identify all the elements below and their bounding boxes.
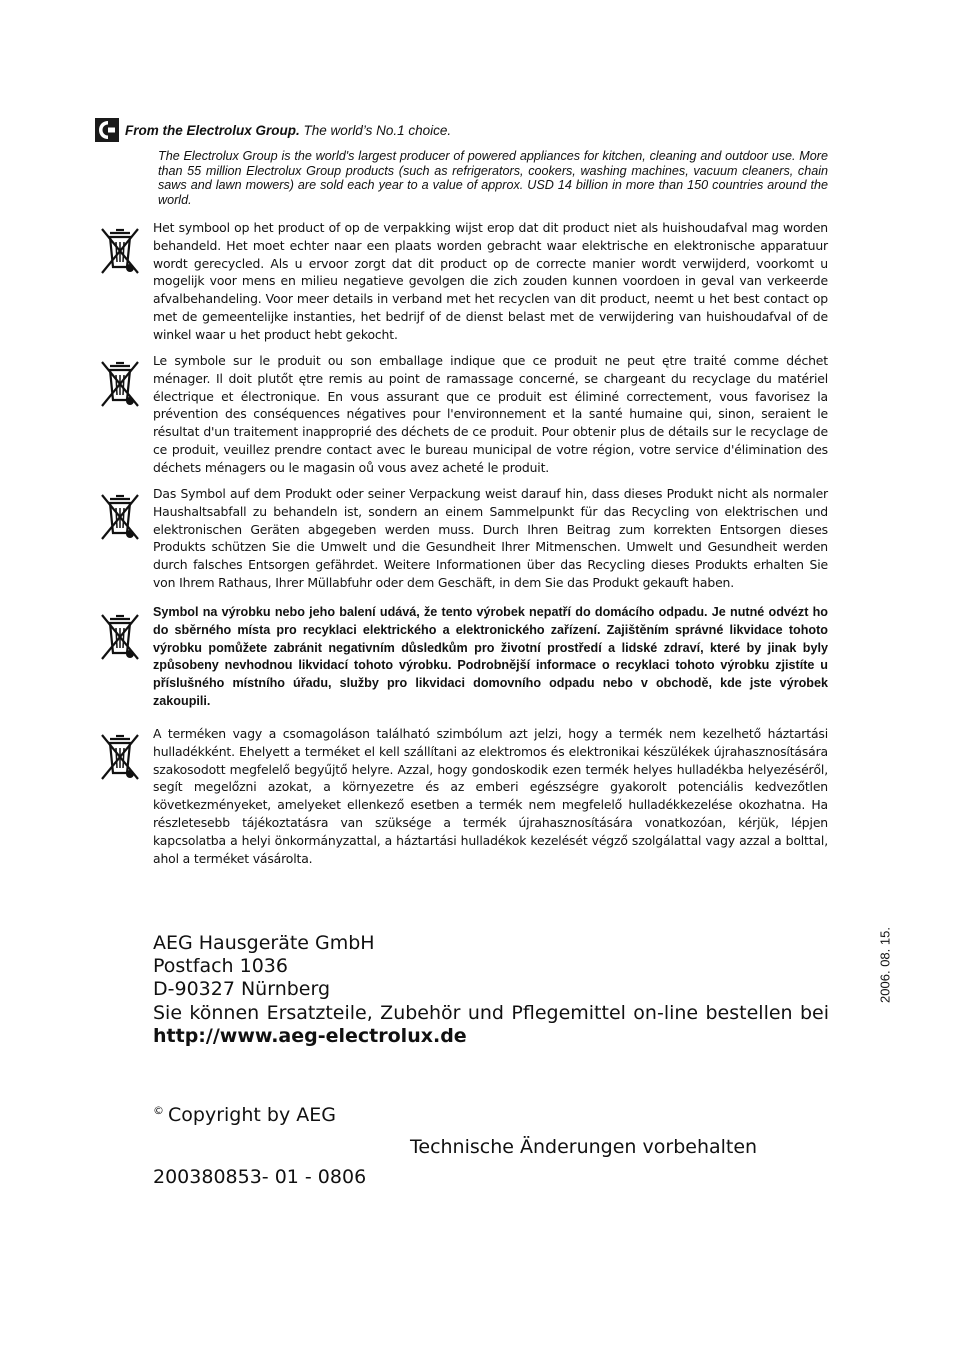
city: D-90327 Nürnberg [153,978,331,1001]
company-name: AEG Hausgeräte GmbH [153,932,375,954]
crossed-out-wheelie-bin-icon [96,610,144,662]
crossed-out-wheelie-bin-icon [96,490,144,542]
recycling-notice-de: Das Symbol auf dem Produkt oder seiner Verpackung weist darauf hin, dass dieses Produkt nicht als normaler Haushaltsabfall zu behandeln ist, sondern an einem Sammelpunkt für das Recycling von elektrischen und elektronischen Geräten abgegeben werden muss. Durch Ihren Beitrag zum korrekten Entsorgen dieses Produkts schützen Sie die Umwelt und die Gesundheit Ihrer Mitmenschen. Umwelt und Gesundheit werden durch falsches Entsorgen gefährdet. Weitere Informationen über das Recycling dieses Produkts erhalten Sie von Ihrem Rathaus, Ihrer Müllabfuhr oder dem Geschäft, in dem Sie das Produkt gekauft haben. [153,486,828,590]
part-number: 200380853- 01 - 0806 [153,1166,367,1188]
recycling-notice-hu: A terméken vagy a csomagoláson található szimbólum azt jelzi, hogy a termék nem kezelhető háztartási hulladékként. Ehelyett a terméket el kell szállítani az elektromos és elektronikai készülékek újrahasznosítására szakosodott megfelelő begyűjtő helyre. Azzal, hogy gondoskodik ezen termék helyes hulladékba helyezéséről, segít megelőzni azokat, a környezetre és az emberi egészségre gyakorolt potenciális kedvezőtlen következményeket, amelyeket ellenkező esetben a termék nem megfelelő hulladékkezelése okozhatna. Ha részletesebb tájékoztatásra van szüksége a termék újrahasznosítására vonatkozóan, kérjük, lépjen kapcsolatba a helyi önkormányzattal, a háztartási hulladékok kezelését végző szolgálattal vagy azzal a bolttal, ahol a terméket vásárolta. [153,726,828,866]
brand-header [95,118,835,142]
crossed-out-wheelie-bin-icon [96,357,144,409]
postbox: Postfach 1036 [153,955,288,978]
website-link[interactable]: http://www.aeg-electrolux.de [153,1024,467,1047]
address-block [153,932,829,1048]
electrolux-logo-icon [95,118,119,142]
crossed-out-wheelie-bin-icon [96,224,144,276]
intro-paragraph: The Electrolux Group is the world's largest producer of powered appliances for kitchen, cleaning and outdoor use. More than 55 million Electrolux Group products (such as refrigerators, cookers, washing machines, vacuum cleaners, chain saws and lawn mowers) are sold each year to a value of approx. USD 14 billion in more than 150 countries around the world. [158,149,828,207]
crossed-out-wheelie-bin-icon [96,730,144,782]
print-date: 2006. 08. 15. [877,927,893,1003]
brand-tagline: From the Electrolux Group. The world’s No.1 choice. [125,122,452,138]
recycling-notice-cs: Symbol na výrobku nebo jeho balení udává, že tento výrobek nepatří do domácího odpadu. Je nutné odvézt ho do sběrného místa pro recyklaci elektrického a elektronického zařízení. Zajištěním správné likvidace tohoto výrobku pomůžete zabránit negativním důsledkům pro životní prostředí a lidské zdraví, které by jinak byly způsobeny nevhodnou likvidací tohoto výrobku. Podrobnější informace o recyklaci tohoto výrobku zjistíte u příslušného místního úřadu, služby pro likvidaci domovního odpadu nebo v obchodě, kde jste výrobek zakoupili. [153,605,828,708]
copyright-symbol: © [153,1104,164,1117]
recycling-notice-fr: Le symbole sur le produit ou son emballage indique que ce produit ne peut ętre traité comme déchet ménager. Il doit plutőt ętre remis au point de ramassage concerné, se chargeant du recyclage du matériel électrique et électronique. En vous assurant que ce produit est éliminé correctement, vous favorisez la prévention des conséquences négatives pour l'environnement et la santé humaine qui, sinon, seraient le résultat d'un traitement inapproprié des déchets de ce produit. Pour obtenir plus de détails sur le recyclage de ce produit, veuillez prendre contact avec le bureau municipal de votre région, votre service d'élimination des déchets ménagers ou le magasin oů vous avez acheté le produit. [153,353,828,475]
copyright-line: © Copyright by AEG [153,1104,336,1126]
technical-changes-note: Technische Änderungen vorbehalten [410,1136,758,1158]
recycling-notice-nl: Het symbool op het product of op de verpakking wijst erop dat dit product niet als huishoudafval mag worden behandeld. Het moet echter naar een plaats worden gebracht waar elektrische en elektronische apparatuur wordt gerecycled. Als u ervoor zorgt dat dit product op de correcte manier wordt verwijderd, voorkomt u mogelijk voor mens en milieu negatieve gevolgen die zich zouden kunnen voordoen in geval van verkeerde afvalbehandeling. Voor meer details in verband met het recyclen van dit product, neemt u het best contact op met de gemeentelijke instanties, het bedrijf of de dienst belast met de verwijdering van huishoudafval of de winkel waar u het product hebt gekocht. [153,220,828,342]
order-text: Sie können Ersatzteile, Zubehör und Pflegemittel on-line bestellen bei [153,1001,829,1024]
